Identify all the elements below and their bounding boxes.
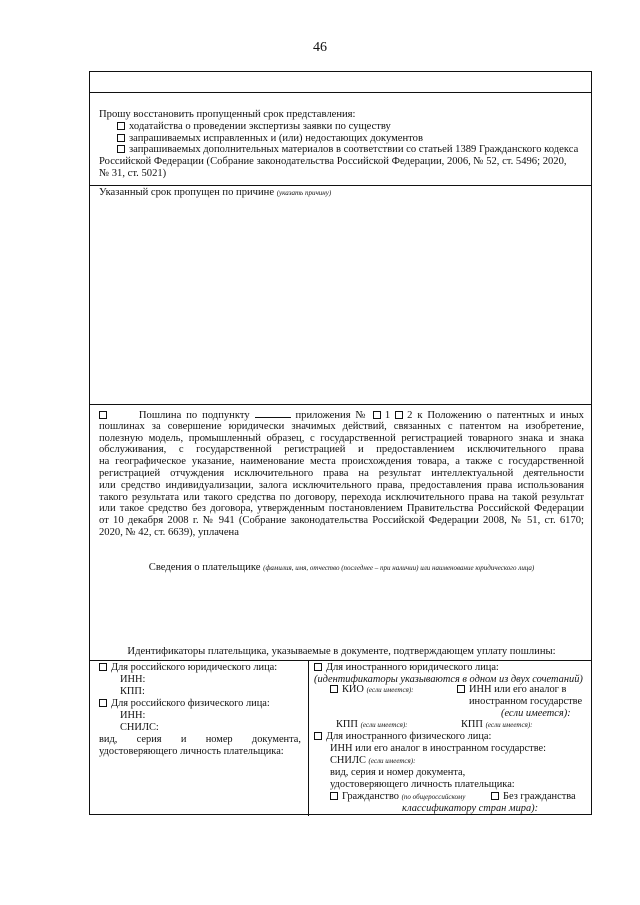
checkbox-fee-paid[interactable] <box>99 411 107 419</box>
payer-hint: (фамилия, имя, отчество (последнее – при наличии) или наименование юридического лица) <box>263 564 535 572</box>
checkbox-kio[interactable] <box>330 685 338 693</box>
fee-last-line: 2020, № 42, ст. 6639), уплачена <box>99 526 239 538</box>
page-number: 46 <box>313 40 327 55</box>
ru-legal-label: Для российского юридического лица: <box>111 662 278 673</box>
checkbox-appendix-1[interactable] <box>373 411 381 419</box>
fee-text-line: от 10 декабря 2008 г. № 941 (Собрание законодательства Российской Федерации 2008, № 51, ст. 6170; <box>99 515 584 527</box>
fee-section <box>99 409 584 539</box>
reason-label: Указанный срок пропущен по причине <box>99 187 275 198</box>
fee-text-line: такого результата или такого средства по договору, перехода исключительного права на такой результат <box>99 491 584 503</box>
fee-text-line: полезную модель, промышленный образец, с государственной регистрацией товарного знака и знака <box>99 432 584 444</box>
fee-text-line: на географическое указание, наименование места происхождения товара, а также с государственной <box>99 456 584 468</box>
divider <box>90 185 591 186</box>
divider <box>90 92 591 93</box>
inn-label: ИНН: <box>120 674 146 685</box>
restore-option-label: Российской Федерации (Собрание законодательства Российской Федерации, 2006, № 52, ст. 5496; 2020, <box>99 156 567 168</box>
option-ru-legal[interactable] <box>99 662 277 674</box>
checkbox-inn-foreign[interactable] <box>457 685 465 693</box>
reason-hint: (указать причину) <box>276 189 332 197</box>
divider <box>90 660 591 661</box>
fee-lead-label: Пошлина по подпункту <box>138 410 250 421</box>
option-inn-foreign[interactable] <box>457 684 566 696</box>
classifier-hint: классификатору стран мира): <box>402 803 539 814</box>
fee-subparagraph-field[interactable] <box>255 409 291 418</box>
kpp-right: КПП (если имеется): <box>461 719 533 730</box>
snils-label: СНИЛС: <box>120 722 159 733</box>
option-citizenship[interactable] <box>330 791 465 804</box>
checkbox-ru-phys[interactable] <box>99 699 107 707</box>
doc-label-b: удостоверяющего личность плательщика: <box>99 746 284 757</box>
foreign-legal-label: Для иностранного юридического лица: <box>326 662 499 673</box>
fee-text-line: или средство индивидуализации, залога исключительного права, предоставления права использования <box>99 479 584 491</box>
appendix-2-label: 2 <box>407 410 413 421</box>
fee-text-line: регистрацией отчуждения исключительного права на результат интеллектуальной деятельности <box>99 467 584 479</box>
checkbox-citizenship[interactable] <box>330 792 338 800</box>
fee-text <box>99 421 584 527</box>
reason-section <box>99 187 584 200</box>
option-kio[interactable] <box>330 684 413 697</box>
inn-analog-label: ИНН или его аналог в иностранном государстве: <box>330 743 547 754</box>
checkbox-examination-petition[interactable] <box>117 122 125 130</box>
kpp-label: КПП: <box>120 686 145 697</box>
checkbox-corrected-documents[interactable] <box>117 134 125 142</box>
option-ru-phys[interactable] <box>99 698 270 710</box>
doc2-label-b: удостоверяющего личность плательщика: <box>330 779 515 790</box>
ru-phys-label: Для российского физического лица: <box>111 698 270 709</box>
reason-text-area[interactable] <box>98 204 583 396</box>
payer-info-field[interactable] <box>98 578 583 640</box>
option-foreign-legal[interactable] <box>314 662 499 674</box>
column-divider <box>308 660 309 816</box>
fee-text-line: или такое средство без договора, утвержденным постановлением Правительства Российской Федерации <box>99 503 584 515</box>
kio-label: КИО <box>342 684 364 695</box>
fee-lead-label: приложения № <box>295 410 368 421</box>
restore-title: Прошу восстановить пропущенный срок представления: <box>99 109 356 120</box>
restore-option-label: запрашиваемых исправленных и (или) недостающих документов <box>129 132 423 144</box>
divider <box>90 404 591 405</box>
foreign-legal-hint: (идентификаторы указываются в одном из двух сочетаний) <box>314 674 583 685</box>
inn-foreign-hint: (если имеется): <box>501 708 571 719</box>
checkbox-ru-legal[interactable] <box>99 663 107 671</box>
inn-phys-label: ИНН: <box>120 710 146 721</box>
checkbox-additional-materials[interactable] <box>117 145 125 153</box>
restore-option-label: № 31, ст. 5021) <box>99 167 167 179</box>
citizenship-hint: (по общероссийскому <box>401 793 466 801</box>
citizenship-label: Гражданство <box>342 791 399 802</box>
fee-text-line: обслуживания, с государственной регистрацией и предоставлением исключительного права <box>99 444 584 456</box>
checkbox-no-citizenship[interactable] <box>491 792 499 800</box>
kpp-left: КПП (если имеется): <box>336 719 408 730</box>
kio-hint: (если имеется): <box>366 686 414 694</box>
inn-foreign-label: ИНН или его аналог в <box>469 684 567 695</box>
checkbox-foreign-legal[interactable] <box>314 663 322 671</box>
restore-option-label: ходатайства о проведении экспертизы заявки по существу <box>129 120 391 132</box>
payer-label: Сведения о плательщике <box>148 562 261 573</box>
snils-foreign: СНИЛС (если имеется): <box>330 755 416 766</box>
fee-lead-label: к Положению о патентных и иных <box>417 410 584 421</box>
restore-section <box>99 109 584 180</box>
identifiers-title: Идентификаторы плательщика, указываемые в документе, подтверждающем уплату пошлины: <box>127 646 556 657</box>
no-citizenship-label: Без гражданства <box>503 791 576 802</box>
option-no-citizenship[interactable] <box>491 791 576 803</box>
checkbox-foreign-phys[interactable] <box>314 732 322 740</box>
doc2-label-a: вид, серия и номер документа, <box>330 767 466 778</box>
fee-text-line: пошлинах за совершение юридически значимых действий, связанных с патентом на изобретение, <box>99 420 584 432</box>
inn-foreign-label-b: иностранном государстве <box>469 696 583 707</box>
payer-section <box>99 562 584 575</box>
restore-option-label: запрашиваемых дополнительных материалов в соответствии со статьей 1389 Гражданского кодекса <box>129 144 579 156</box>
foreign-phys-label: Для иностранного физического лица: <box>326 731 492 742</box>
application-form-frame <box>89 71 592 815</box>
option-foreign-phys[interactable] <box>314 731 491 743</box>
appendix-1-label: 1 <box>384 410 391 421</box>
checkbox-appendix-2[interactable] <box>395 411 403 419</box>
doc-label-a: вид, серия и номер документа, <box>99 734 301 745</box>
